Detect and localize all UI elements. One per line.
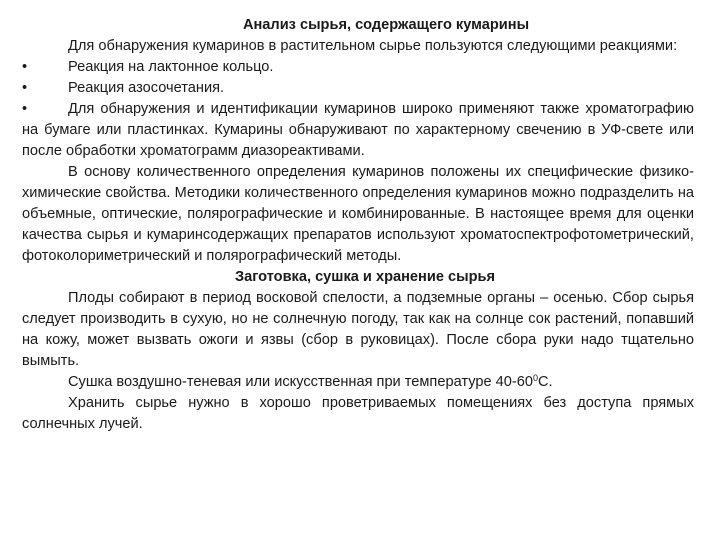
bullet-text: Реакция на лактонное кольцо. xyxy=(68,59,274,75)
bullet-item-chromatography xyxy=(22,99,694,162)
bullet-mark: • xyxy=(22,80,28,96)
bullet-item-azo xyxy=(22,78,694,99)
document-title: Анализ сырья, содержащего кумарины xyxy=(242,17,530,33)
drying-unit: С. xyxy=(537,374,553,390)
drying-paragraph xyxy=(22,372,694,393)
bullet-mark: • xyxy=(22,59,28,75)
bullet-text: Для обнаружения и идентификации кумаринов широко применяют также хроматографию на бумаге или пластинках. Кумарины обнаруживают по характерному свечению в УФ-свете или после обработки хроматограмм диазореактивами. xyxy=(22,101,694,159)
storage-paragraph: Хранить сырье нужно в хорошо проветриваемых помещениях без доступа прямых солнечных лучей. xyxy=(22,395,694,432)
bullet-text: Реакция азосочетания. xyxy=(68,80,225,96)
document-page xyxy=(22,15,694,435)
bullet-item-lactone xyxy=(22,57,694,78)
intro-paragraph: Для обнаружения кумаринов в растительном сырье пользуются следующими реакциями: xyxy=(68,38,678,54)
bullet-mark: • xyxy=(22,101,28,117)
section-title: Заготовка, сушка и хранение сырья xyxy=(235,269,495,285)
harvest-paragraph: Плоды собирают в период восковой спелости, а подземные органы – осенью. Сбор сырья следует производить в сухую, но не солнечную погоду, так как на солнце сок растений, попавший на кожу, может вызвать ожоги и язвы (сбор в руковицах). После сбора руки надо тщательно вымыть. xyxy=(22,290,694,369)
degree-symbol: 0 xyxy=(532,373,538,383)
quantitative-paragraph: В основу количественного определения кумаринов положены их специфические физико-химические свойства. Методики количественного определения кумаринов можно подразделить на объемные, оптические, полярографические и комбинированные. В настоящее время для оценки качества сырья и кумаринсодержащих препаратов используют хроматоспектрофотометрический, фотоколориметрический и полярографический методы. xyxy=(22,164,694,264)
drying-text: Сушка воздушно-теневая или искусственная при температуре 40-60 xyxy=(68,374,533,390)
